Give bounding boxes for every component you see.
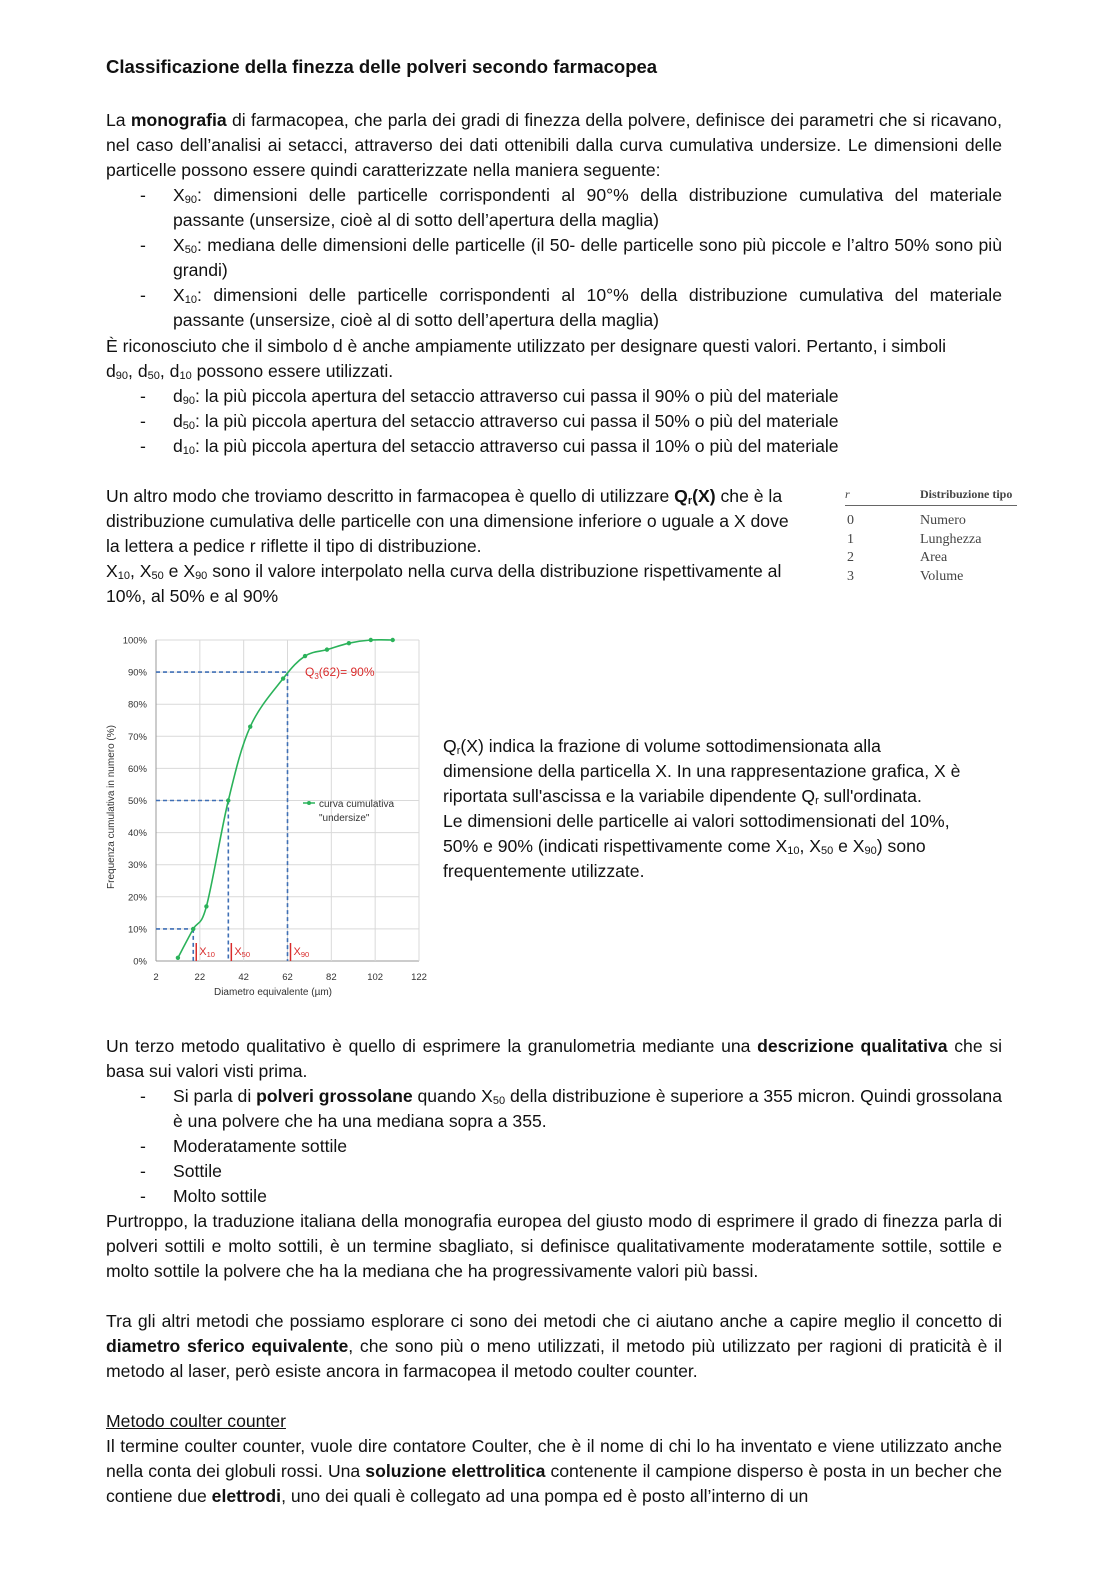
chart-annotation: [305, 665, 375, 681]
y-tick-label: 100%: [122, 635, 147, 647]
unfortunately-paragraph: Purtroppo, la traduzione italiana della monografia europea del giusto modo di esprimere il grado di finezza parla di polveri sottili e molto sottili, è un termine sbagliato, si definisce qualitativamente moderatamente sottile, sottile e molto sottile la polvere che ha la mediana che ha progressivamente valori più bassi.: [106, 1211, 1002, 1281]
chart-y-ticks: [123, 636, 148, 968]
chart-x-label: Diametro equivalente (µm): [213, 987, 333, 998]
coulter-paragraph: [106, 1434, 1002, 1509]
subscript: 50: [182, 420, 196, 432]
annotation-q: $Q_3(62)= 90\%$: [305, 665, 375, 681]
list-item-x90: [173, 183, 1002, 233]
subscript: r: [687, 495, 693, 507]
subscript: 10: [184, 294, 197, 306]
symbol: Q: [443, 736, 457, 756]
subscript: 90: [195, 570, 208, 582]
table-cell: Volume: [920, 568, 964, 584]
third-text: Un terzo metodo qualitativo è quello di esprimere la granulometria mediante una: [106, 1036, 758, 1056]
curve-point: [226, 798, 230, 802]
y-tick-label: 50%: [127, 796, 147, 807]
qr-line4: [106, 559, 781, 584]
list-item-grossolane: [173, 1084, 1002, 1134]
coulter-bold: soluzione elettrolitica: [365, 1461, 546, 1481]
list-item-x50: [173, 233, 1002, 283]
qr-text: che è la: [715, 486, 783, 506]
qr-desc-text: sull'ordinata.: [818, 786, 922, 806]
recognized-text: possono essere utilizzati.: [191, 361, 394, 381]
list-item-molto-sottile: Molto sottile: [173, 1186, 267, 1206]
chart-guides: [156, 672, 288, 961]
subscript: 90: [115, 370, 129, 382]
symbol: d: [173, 386, 183, 406]
y-tick-label: 90%: [127, 667, 147, 679]
bullet-dash: -: [140, 235, 146, 255]
table-header-type: Distribuzione tipo: [920, 487, 1013, 501]
x-tick-label: 42: [238, 972, 249, 983]
item-text: Si parla di: [173, 1086, 257, 1106]
qr-line1: [106, 484, 782, 509]
marker-label: X50: [234, 946, 251, 959]
intro-text: La: [106, 110, 131, 130]
legend-marker: [307, 801, 311, 805]
list-item-x10: [173, 283, 1002, 333]
separator: ,: [159, 361, 170, 381]
item-bold: polveri grossolane: [256, 1086, 413, 1106]
table-header-r: r: [845, 487, 850, 501]
marker-label: X10: [199, 946, 215, 959]
curve-point: [176, 956, 180, 960]
table-cell: Area: [920, 550, 948, 565]
cumulative-distribution-chart: [100, 628, 440, 1003]
bullet-dash: -: [140, 1186, 146, 1206]
bullet-dash: -: [140, 1136, 146, 1156]
separator: ,: [128, 361, 138, 381]
table-rule: [845, 505, 1017, 506]
symbol: X: [173, 185, 185, 205]
y-tick-label: 70%: [127, 731, 147, 743]
intro-text-rest: di farmacopea, che parla dei gradi di finezza della polvere, definisce dei parametri che si ricavano, nel caso dell’analisi ai setacci, attraverso dei dati ottenibili dalla curva cumulativa undersize. Le dimensioni delle particelle possono essere quindi caratterizzate nella maniera seguente:: [106, 110, 1002, 180]
item-text: : mediana delle dimensioni delle particelle (il 50- delle particelle sono più piccole e l’altro 50% sono più grandi): [173, 235, 1002, 280]
other-bold: diametro sferico equivalente: [106, 1336, 349, 1356]
intro-paragraph: [106, 108, 1002, 183]
symbol: d: [173, 436, 183, 456]
bullet-dash: -: [140, 1161, 146, 1181]
list-item-sottile: Sottile: [173, 1161, 222, 1181]
legend-label-2: "undersize": [319, 813, 370, 824]
other-methods-paragraph: [106, 1309, 1002, 1384]
qr-desc-text: (X) indica la frazione di volume sottodimensionata alla: [460, 736, 881, 756]
symbol: d: [106, 361, 116, 381]
separator: , X: [130, 561, 152, 581]
item-text: : dimensioni delle particelle corrispondenti al 90°% della distribuzione cumulativa del materiale passante (unsersize, cioè al di sotto dell’apertura della maglia): [173, 185, 1002, 230]
table-col-r: [847, 512, 854, 586]
bullet-dash: -: [140, 185, 146, 205]
distribution-table: [845, 485, 1017, 595]
coulter-text: contenente il campione disperso è posta in un becher che contiene due: [106, 1461, 1002, 1506]
item-text: : dimensioni delle particelle corrispondenti al 10°% della distribuzione cumulativa del materiale passante (unsersize, cioè al di sotto dell’apertura della maglia): [173, 285, 1002, 330]
table-cell: 2: [847, 550, 854, 565]
curve-point: [248, 724, 252, 728]
list-item-d50: [173, 409, 839, 434]
subscript: 90: [864, 845, 877, 857]
qr-desc-line3: [443, 784, 922, 809]
subscript: 50: [147, 370, 160, 382]
x-tick-label: 2: [153, 972, 159, 983]
qr-desc-line1: [443, 734, 881, 759]
x-tick-label: 102: [367, 972, 384, 983]
x-tick-label: 62: [282, 972, 293, 983]
qr-desc-text: riportata sull'ascissa e la variabile dipendente Q: [443, 786, 816, 806]
symbol: X: [173, 285, 185, 305]
curve-point: [369, 638, 373, 642]
subscript: 10: [117, 570, 130, 582]
recognized-line1: È riconosciuto che il simbolo d è anche ampiamente utilizzato per designare questi valori. Pertanto, i simboli: [106, 336, 947, 356]
curve-point: [204, 904, 208, 908]
qr-desc-text: e X: [833, 836, 865, 856]
third-method-paragraph: [106, 1034, 1002, 1084]
x-tick-label: 82: [326, 972, 337, 983]
curve-point: [391, 638, 395, 642]
qr-line5: 10%, al 50% e al 90%: [106, 586, 279, 606]
subscript: 50: [184, 244, 197, 256]
chart-y-label: Frequenza cumulativa in numero (%): [106, 725, 117, 889]
subscript: 50: [151, 570, 164, 582]
table-col-type: [920, 512, 981, 586]
qr-desc-text: , X: [799, 836, 821, 856]
coulter-text: Il termine coulter counter, vuole dire contatore Coulter, che è il nome di chi lo ha inventato e viene utilizzato anche nella conta dei globuli rossi. Una: [106, 1436, 1002, 1481]
curve-point: [191, 927, 195, 931]
subscript: 90: [184, 194, 197, 206]
symbol: d: [169, 361, 180, 381]
coulter-heading: Metodo coulter counter: [106, 1411, 286, 1431]
symbol: d: [137, 361, 148, 381]
intro-bold: monografia: [130, 110, 227, 130]
qr-desc-text: ) sono: [876, 836, 926, 856]
symbol: d: [173, 411, 183, 431]
page-title: Classificazione della finezza delle polveri secondo farmacopea: [106, 56, 658, 77]
qr-desc-line4: Le dimensioni delle particelle ai valori sottodimensionati del 10%,: [443, 811, 950, 831]
x-tick-label: 122: [411, 972, 427, 983]
bullet-dash: -: [140, 1086, 146, 1106]
separator: e X: [163, 561, 196, 581]
qr-desc-line6: frequentemente utilizzate.: [443, 861, 645, 881]
curve-point: [325, 647, 329, 651]
y-tick-label: 0%: [133, 956, 147, 968]
subscript: 10: [787, 845, 800, 857]
marker-label: X90: [293, 946, 310, 959]
item-text: : la più piccola apertura del setaccio attraverso cui passa il 50% o più del materiale: [195, 411, 839, 431]
item-text: : la più piccola apertura del setaccio attraverso cui passa il 90% o più del materiale: [195, 386, 839, 406]
y-tick-label: 20%: [127, 892, 147, 904]
y-tick-label: 80%: [127, 699, 147, 711]
y-tick-label: 10%: [127, 924, 147, 936]
qr-symbol-x: (X): [692, 486, 716, 506]
recognized-line2: [106, 359, 393, 384]
qr-symbol: Q: [674, 486, 688, 506]
y-tick-label: 30%: [127, 860, 147, 872]
chart-x-markers: [196, 943, 309, 961]
qr-desc-line5: [443, 834, 926, 859]
list-item-d10: [173, 434, 839, 459]
legend-label-1: curva cumulativa: [319, 799, 395, 810]
bullet-dash: -: [140, 436, 146, 456]
curve-point: [347, 641, 351, 645]
table-cell: 0: [847, 513, 854, 528]
third-text-rest: che si basa sui valori visti prima.: [106, 1036, 1002, 1081]
curve-point: [281, 676, 285, 680]
subscript: r: [456, 745, 461, 757]
table-cell: Lunghezza: [920, 531, 982, 547]
list-item-d90: [173, 384, 839, 409]
bullet-dash: -: [140, 386, 146, 406]
item-text: della distribuzione è superiore a 355 micron. Quindi grossolana è una polvere che ha una mediana sopra a 355.: [173, 1086, 1003, 1131]
chart-legend: [303, 799, 394, 824]
third-bold: descrizione qualitativa: [757, 1036, 948, 1056]
qr-desc-text: 50% e 90% (indicati rispettivamente come X: [443, 836, 788, 856]
qr-line3: la lettera a pedice r riflette il tipo di distribuzione.: [106, 536, 482, 556]
subscript: 50: [492, 1095, 506, 1107]
qr-line2: distribuzione cumulativa delle particelle con una dimensione inferiore o uguale a X dove: [106, 511, 789, 531]
bullet-dash: -: [140, 285, 146, 305]
curve-point: [303, 654, 307, 658]
subscript: 10: [182, 445, 196, 457]
subscript: 50: [821, 845, 834, 857]
coulter-text: , uno dei quali è collegato ad una pompa ed è posto all’interno di un: [281, 1486, 809, 1506]
bullet-dash: -: [140, 411, 146, 431]
y-tick-label: 40%: [127, 828, 147, 840]
chart-x-ticks: [153, 972, 427, 983]
qr-text: Un altro modo che troviamo descritto in farmacopea è quello di utilizzare: [106, 486, 675, 506]
other-text: Tra gli altri metodi che possiamo esplorare ci sono dei metodi che ci aiutano anche a capire meglio il concetto di: [106, 1311, 1002, 1331]
qr-desc-line2: dimensione della particella X. In una rappresentazione grafica, X è: [443, 761, 961, 781]
qr-text: sono il valore interpolato nella curva della distribuzione rispettivamente al: [207, 561, 782, 581]
item-text: quando X: [412, 1086, 493, 1106]
coulter-bold: elettrodi: [211, 1486, 282, 1506]
y-tick-label: 60%: [127, 763, 147, 775]
item-text: : la più piccola apertura del setaccio attraverso cui passa il 10% o più del materiale: [195, 436, 839, 456]
table-cell: 3: [847, 568, 854, 584]
symbol: X: [106, 561, 118, 581]
table-cell: 1: [847, 531, 854, 547]
x-tick-label: 22: [194, 972, 206, 983]
table-cell: Numero: [920, 513, 966, 528]
symbol: X: [173, 235, 185, 255]
subscript: 10: [179, 370, 192, 382]
subscript: r: [815, 795, 819, 807]
other-text-rest: , che sono più o meno utilizzati, il metodo più utilizzato per ragioni di praticità è il metodo al laser, però esiste ancora in farmacopea il metodo coulter counter.: [106, 1336, 1002, 1381]
list-item-moderatamente: Moderatamente sottile: [173, 1136, 348, 1156]
subscript: 90: [182, 395, 196, 407]
